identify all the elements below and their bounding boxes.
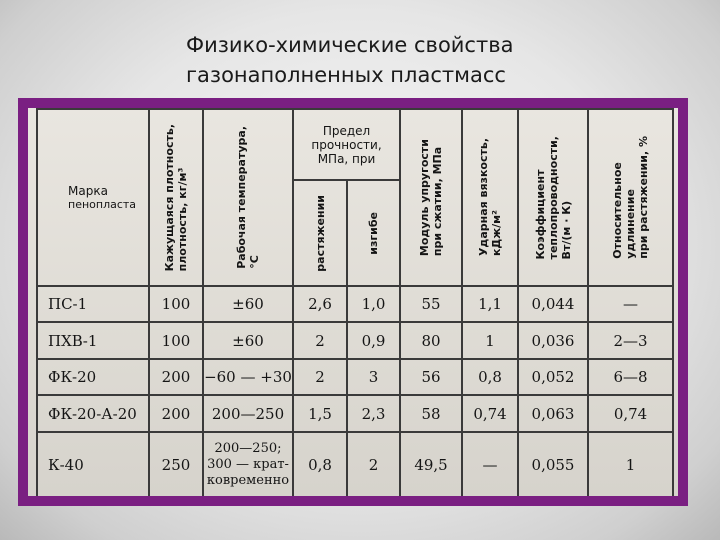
header-modulus [400,109,462,286]
header-predel [293,109,400,180]
header-density-text: Кажущаяся плотность, плотность, кг/м³ [163,123,189,272]
cell-stretch: 0,8 [293,432,347,496]
table-row [37,286,673,323]
cell-stretch: 2 [293,359,347,396]
header-impact [462,109,518,286]
cell-impact: 0,74 [462,395,518,432]
cell-elongation: 0,74 [588,395,673,432]
cell-conductivity: 0,055 [518,432,588,496]
table-row [37,432,673,496]
cell-bend: 2 [347,432,400,496]
cell-name: ФК-20-А-20 [37,395,149,432]
cell-temperature: 200—250; 300 — крат- ковременно [203,432,293,496]
cell-bend: 0,9 [347,322,400,359]
cell-modulus: 55 [400,286,462,323]
header-marka-sub: пенопласта [68,197,137,211]
slide-title [186,30,606,90]
cell-impact: 1 [462,322,518,359]
cell-conductivity: 0,036 [518,322,588,359]
cell-density: 250 [149,432,203,496]
cell-elongation: 1 [588,432,673,496]
header-temperature [203,109,293,286]
cell-modulus: 80 [400,322,462,359]
cell-bend: 2,3 [347,395,400,432]
cell-name: К-40 [37,432,149,496]
cell-density: 100 [149,322,203,359]
cell-impact: 1,1 [462,286,518,323]
cell-density: 100 [149,286,203,323]
cell-density: 200 [149,359,203,396]
cell-name: ФК-20 [37,359,149,396]
cell-impact: — [462,432,518,496]
properties-table [36,108,674,496]
header-temperature-text: Рабочая температура, °С [235,125,261,269]
header-marka-label: Марка [68,183,108,198]
cell-stretch: 1,5 [293,395,347,432]
cell-name: ПХВ-1 [37,322,149,359]
table-row [37,395,673,432]
title-line-2: газонаполненных пластмасс [186,63,506,87]
cell-conductivity: 0,052 [518,359,588,396]
header-density [149,109,203,286]
table-frame [18,98,688,506]
header-row-top [37,109,673,180]
header-stretch-text: растяжении [313,194,327,272]
cell-bend: 3 [347,359,400,396]
header-impact-text: Ударная вязкость, кДж/м² [477,138,504,257]
cell-modulus: 58 [400,395,462,432]
cell-temperature: ±60 [203,286,293,323]
scanned-table-image [28,108,678,496]
cell-stretch: 2 [293,322,347,359]
cell-conductivity: 0,044 [518,286,588,323]
cell-impact: 0,8 [462,359,518,396]
cell-temperature: 200—250 [203,395,293,432]
cell-name: ПС-1 [37,286,149,323]
cell-elongation: — [588,286,673,323]
header-elongation [588,109,673,286]
header-conductivity [518,109,588,286]
header-stretch [293,180,347,286]
header-predel-line3: МПа, при [317,151,376,166]
table-row [37,359,673,396]
header-bend-text: изгибе [367,211,380,255]
title-line-1: Физико-химические свойства [186,33,514,57]
cell-elongation: 6—8 [588,359,673,396]
table-body [37,286,673,496]
header-elongation-text: Относительное удлинение при растяжении, % [611,136,651,259]
header-conductivity-text: Коэффициент теплопроводности, Вт/(м · К) [533,135,573,260]
cell-temperature: −60 — +30 [203,359,293,396]
header-predel-line1: Предел [322,123,371,138]
cell-elongation: 2—3 [588,322,673,359]
cell-conductivity: 0,063 [518,395,588,432]
cell-modulus: 49,5 [400,432,462,496]
header-predel-line2: прочности, [311,137,382,152]
cell-bend: 1,0 [347,286,400,323]
cell-temperature: ±60 [203,322,293,359]
header-marka [37,109,149,286]
table-row [37,322,673,359]
header-modulus-text: Модуль упругости при сжатии, МПа [418,138,445,256]
cell-modulus: 56 [400,359,462,396]
header-bend [347,180,400,286]
cell-stretch: 2,6 [293,286,347,323]
cell-density: 200 [149,395,203,432]
